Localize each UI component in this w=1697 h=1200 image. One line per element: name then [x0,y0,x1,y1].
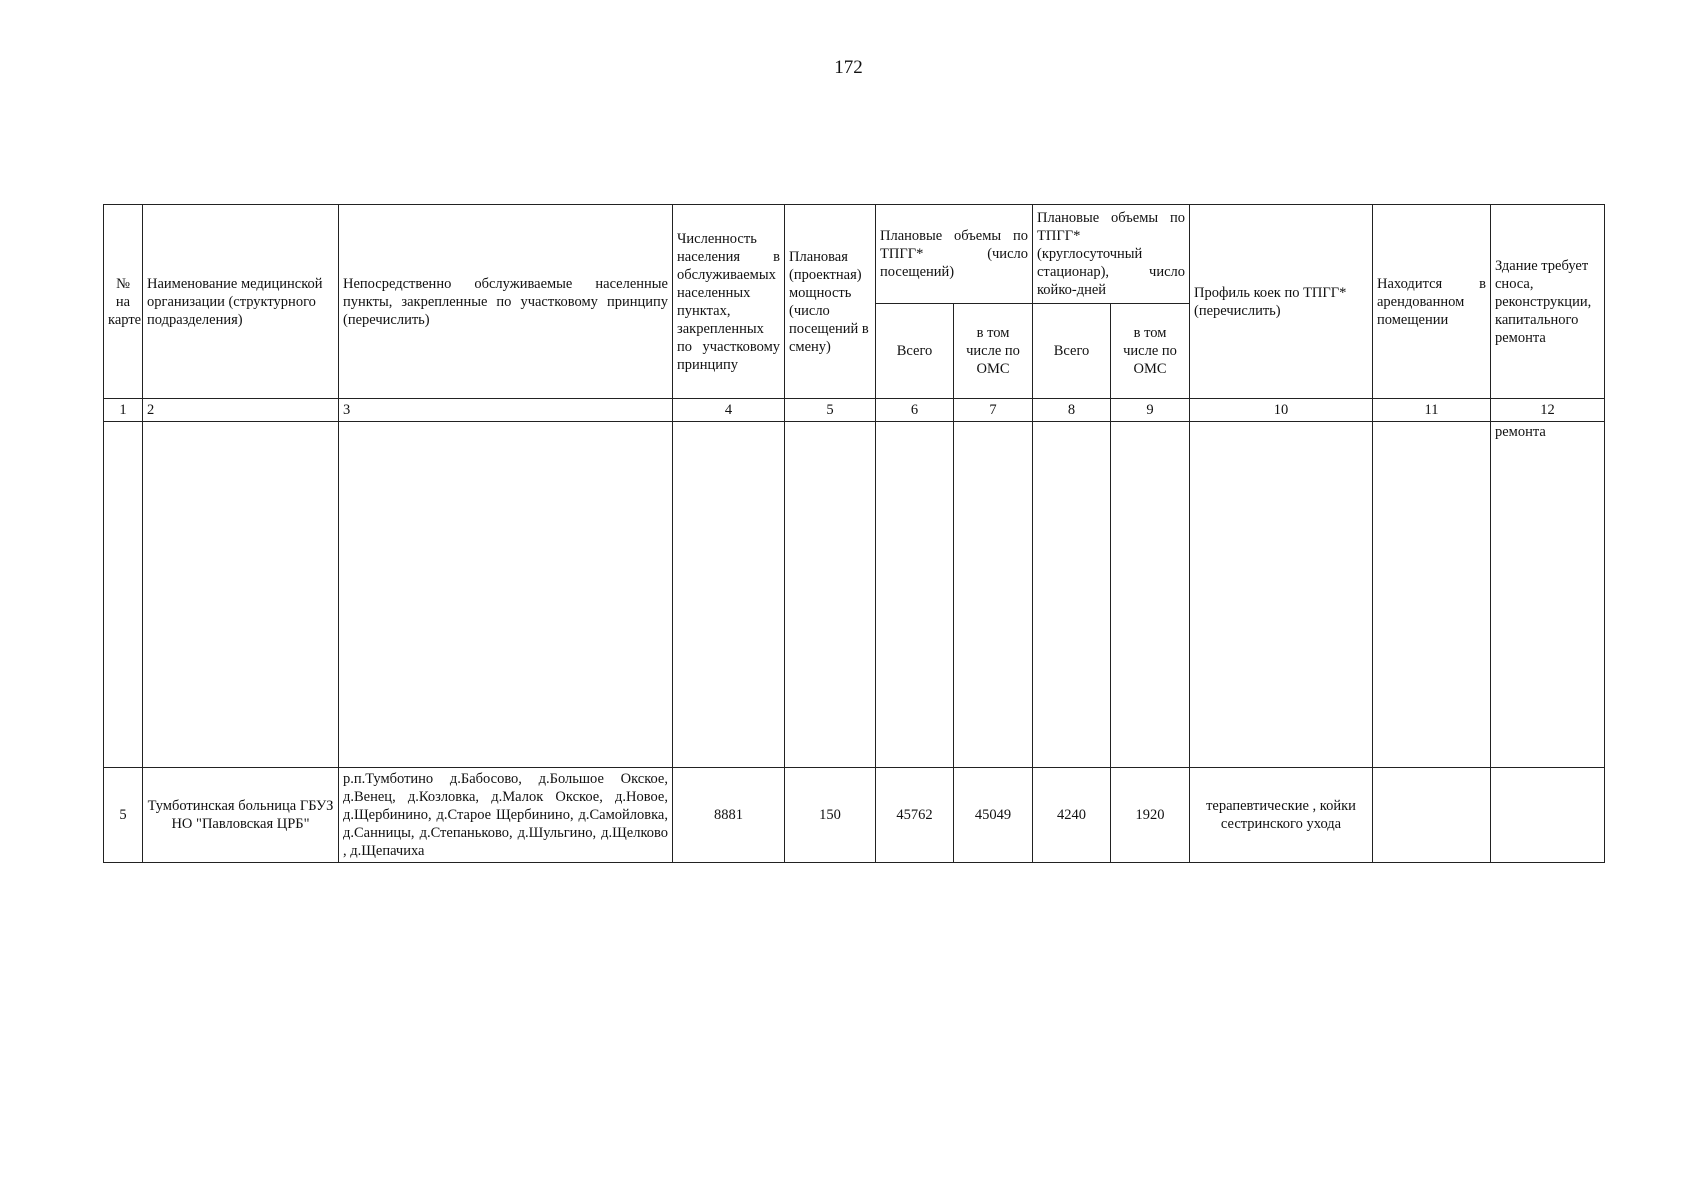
column-number: 11 [1373,399,1491,422]
table-cell [876,422,954,768]
header-settlements: Непосредственно обслуживаемые населенные пункты, закрепленные по участковому принципу (перечислить) [339,205,673,399]
column-number: 10 [1190,399,1373,422]
table-cell [339,422,673,768]
row-building-repair [1491,768,1605,863]
column-number: 2 [143,399,339,422]
header-planned-bed-days: Плановые объемы по ТПГГ* (круглосуточный стационар), число койко-дней [1033,205,1190,304]
row-rented-premises [1373,768,1491,863]
table-row [104,768,1605,863]
header-row-1 [104,205,1605,304]
table-cell [104,422,143,768]
row-map-number: 5 [104,768,143,863]
column-number: 5 [785,399,876,422]
table-cell [1373,422,1491,768]
column-number: 12 [1491,399,1605,422]
row-organization-name: Тумботинская больница ГБУЗ НО "Павловская ЦРБ" [143,768,339,863]
header-bed-profile: Профиль коек по ТПГГ* (перечислить) [1190,205,1373,399]
continuation-row [104,422,1605,768]
table-cell [673,422,785,768]
row-population: 8881 [673,768,785,863]
table-cell [1190,422,1373,768]
column-number: 4 [673,399,785,422]
row-visits-oms: 45049 [954,768,1033,863]
column-number: 3 [339,399,673,422]
header-organization-name: Наименование медицинской организации (структурного подразделения) [143,205,339,399]
header-visits-total: Всего [876,304,954,399]
header-rented-premises: Находится в арендованном помещении [1373,205,1491,399]
column-number: 9 [1111,399,1190,422]
row-visits-total: 45762 [876,768,954,863]
header-planned-capacity: Плановая (проектная) мощность (число посещений в смену) [785,205,876,399]
continuation-building-repair: ремонта [1491,422,1605,768]
row-beddays-total: 4240 [1033,768,1111,863]
row-capacity: 150 [785,768,876,863]
header-beddays-total: Всего [1033,304,1111,399]
row-beddays-oms: 1920 [1111,768,1190,863]
column-number: 1 [104,399,143,422]
header-building-repair: Здание требует сноса, реконструкции, капитального ремонта [1491,205,1605,399]
table-cell [1111,422,1190,768]
table-cell [143,422,339,768]
table-cell [1033,422,1111,768]
page-number: 172 [834,57,863,78]
column-number: 7 [954,399,1033,422]
header-planned-visits: Плановые объемы по ТПГГ* (число посещений) [876,205,1033,304]
table-cell [954,422,1033,768]
facilities-table [103,204,1605,863]
header-population: Численность населения в обслуживаемых населенных пунктах, закрепленных по участковому принципу [673,205,785,399]
column-number: 6 [876,399,954,422]
header-beddays-oms: в том числе по ОМС [1111,304,1190,399]
header-map-number: № на карте [104,205,143,399]
header-visits-oms: в том числе по ОМС [954,304,1033,399]
table-cell [785,422,876,768]
row-settlements: р.п.Тумботино д.Бабосово, д.Большое Окское, д.Венец, д.Козловка, д.Малок Окское, д.Новое, д.Щербинино, д.Старое Щербинино, д.Самойловка, д.Санницы, д.Степаньково, д.Шульгино, д.Щелково , д.Щепачиха [339,768,673,863]
column-number: 8 [1033,399,1111,422]
row-bed-profile: терапевтические , койки сестринского ухода [1190,768,1373,863]
column-number-row [104,399,1605,422]
